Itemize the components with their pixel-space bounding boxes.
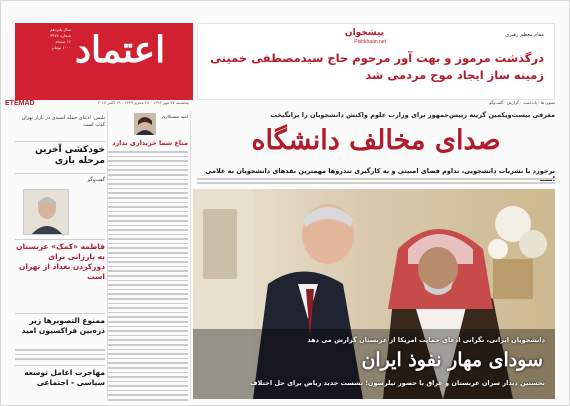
main-story-subhead: برخورد با نشریات دانشجویی، تداوم فضای امنیتی و به کارگیری تندروها مهمترین نقدهای دانشجویان به غلامی xyxy=(205,167,555,175)
author-portrait xyxy=(134,113,156,135)
newspaper-latin-name: ETEMAD xyxy=(5,100,35,107)
brief-small-1[interactable]: پلیس: ادعای حمله اسیدی در بازار تهران کذب است xyxy=(21,115,105,128)
divider xyxy=(15,141,105,142)
opinion-column xyxy=(107,111,191,399)
section-label: گفت‌وگو xyxy=(87,177,105,183)
top-story-headline[interactable]: درگذشت مرموز و بهت آور مرحوم حاج سیدمصطفی خمینی زمینه ساز ایجاد موج مردمی شد xyxy=(210,51,544,82)
interviewee-portrait xyxy=(23,189,69,235)
opinion-body-lines xyxy=(108,151,188,404)
masthead-info-line: ۱۶ صفحه xyxy=(55,39,71,44)
brief-body-lines xyxy=(15,349,105,363)
divider xyxy=(15,239,105,240)
brief-headline-4[interactable]: مهاجرت اعامل توسعه سیاسی - اجتماعی xyxy=(24,368,105,387)
divider xyxy=(15,313,105,314)
photo-story-subhead: نخستین دیدار سران عربستان و عراق با حضور تیلرسون؛ نشست جدید ریاض برای حل اختلاف xyxy=(250,379,545,387)
text-lines xyxy=(197,178,555,184)
newspaper-logo: اعتماد xyxy=(75,29,166,71)
photo-caption-top: دانشجویان ایرانی، نگرانی ادعای حمایت امریکا از عربستان گزارش می دهد xyxy=(307,336,545,344)
lead-photo[interactable] xyxy=(193,189,555,399)
masthead-info-line: ۱۰۰۰ تومان xyxy=(51,45,71,50)
top-story-box xyxy=(197,23,555,100)
main-story-headline[interactable]: صدای مخالف دانشگاه xyxy=(251,125,501,156)
masthead-info-line: شماره ۳۹۷۷ xyxy=(50,33,71,38)
top-story-kicker: مقام معظم رهبری xyxy=(505,32,544,38)
main-story-kicker: معرفی بیست‌ویکمین گزینه رییس‌جمهور برای وزارت علوم واکنش دانشجویان را برانگیخت xyxy=(270,111,555,119)
photo-story-headline[interactable]: سودای مهار نفوذ ایران xyxy=(361,349,543,371)
brief-headline-3[interactable]: ممنوع التصویرها زیر ذره‌بین فراکسیون امید xyxy=(21,316,105,335)
masthead-date-strip: پنجشنبه ۲۷ مهر ۱۳۹۶ · ۲۸ محرم ۱۴۳۹ · ۱۹ اکتبر ۲۰۱۷ xyxy=(97,100,189,105)
section-strip: ستون ها · یادداشت · گزارش · گفت‌وگو xyxy=(489,100,555,105)
brief-headline-2[interactable]: فاطمه «کمک» عربستان به بارزانی برای دورکردن بغداد از تهران است xyxy=(16,242,105,281)
masthead xyxy=(15,23,193,100)
divider xyxy=(15,365,105,366)
pishkhaan-url: Pishkhaan.net xyxy=(354,39,386,45)
masthead-info xyxy=(19,27,71,51)
briefs-column xyxy=(15,111,105,399)
pishkhaan-logo: پیشخوان xyxy=(344,28,384,38)
masthead-info-line: سال پانزدهم xyxy=(50,27,71,32)
divider xyxy=(15,173,105,174)
brief-headline-1[interactable]: خودکشی آخرین مرحله بازی xyxy=(34,145,105,166)
opinion-title[interactable]: متاع شما خریداری ندارد xyxy=(112,139,188,147)
author-name: امید مستکاری xyxy=(161,115,188,120)
